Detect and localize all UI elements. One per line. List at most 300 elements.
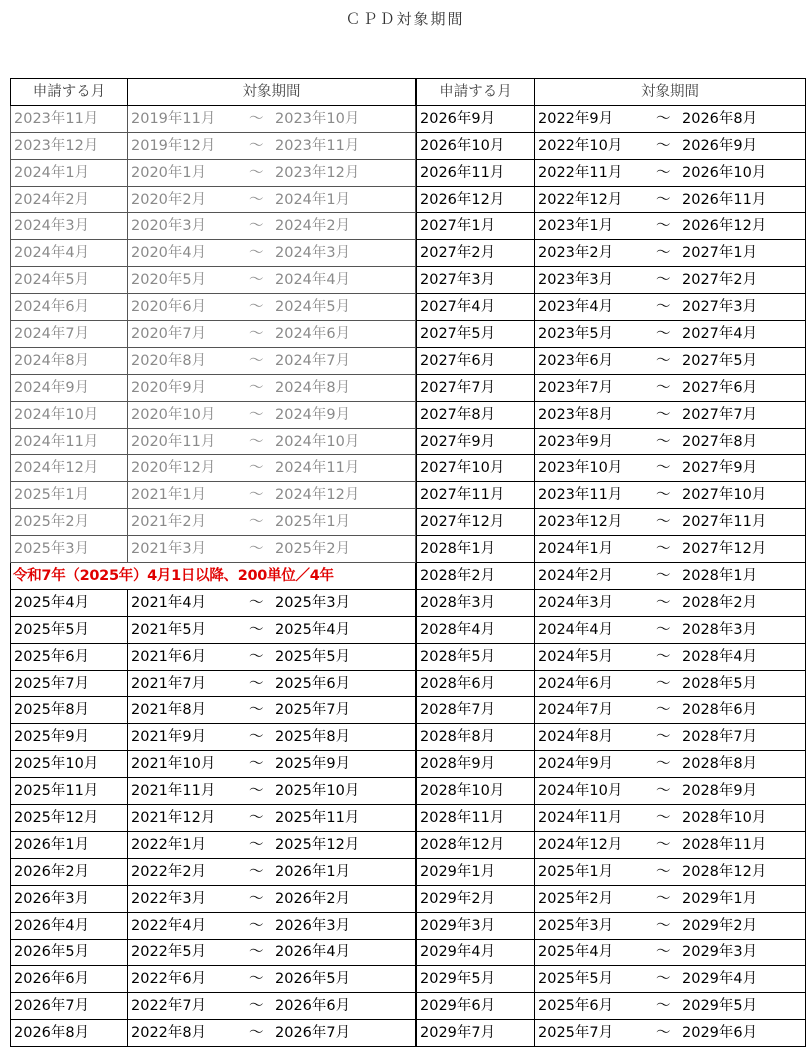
table-row [417,401,806,428]
table-row [11,1020,416,1047]
table-row [417,751,806,778]
target-period-cell [535,132,806,159]
table-row [417,912,806,939]
table-row [11,105,416,132]
apply-month-cell: 2025年4月 [11,589,128,616]
table-row [11,993,416,1020]
apply-month-cell: 2024年10月 [11,401,128,428]
target-period-cell [535,321,806,348]
target-period-cell [535,563,806,590]
target-period-cell [535,939,806,966]
period-from: 2021年3月 [131,541,207,558]
apply-month-cell: 2025年10月 [11,751,128,778]
apply-month-cell: 2029年5月 [417,966,535,993]
table-row [417,670,806,697]
period-tilde: ～ [249,890,264,907]
apply-month-cell: 2029年1月 [417,858,535,885]
period-from: 2022年2月 [131,863,207,880]
period-to: 2027年2月 [682,272,758,289]
period-to: 2025年9月 [275,756,351,773]
table-row [11,912,416,939]
period-tilde: ～ [656,944,671,961]
table-row [11,643,416,670]
period-tilde: ～ [656,783,671,800]
period-from: 2022年3月 [131,890,207,907]
table-row [11,858,416,885]
period-tilde: ～ [656,621,671,638]
target-period-cell [128,993,416,1020]
notice-text: 令和7年（2025年）4月1日以降、200単位／4年 [11,563,416,590]
target-period-cell [128,294,416,321]
period-to: 2024年10月 [275,433,360,450]
apply-month-cell: 2029年7月 [417,1020,535,1047]
period-to: 2026年6月 [275,998,351,1015]
apply-month-cell: 2024年12月 [11,455,128,482]
period-to: 2027年10月 [682,487,767,504]
period-to: 2027年9月 [682,460,758,477]
apply-month-cell: 2028年2月 [417,563,535,590]
period-from: 2022年7月 [131,998,207,1015]
table-row [417,294,806,321]
table-row [11,670,416,697]
period-to: 2029年1月 [682,890,758,907]
period-tilde: ～ [656,514,671,531]
target-period-cell [128,805,416,832]
table-row [11,939,416,966]
period-to: 2026年8月 [682,110,758,127]
period-tilde: ～ [656,890,671,907]
period-from: 2021年9月 [131,729,207,746]
period-to: 2024年7月 [275,352,351,369]
period-from: 2021年10月 [131,756,216,773]
period-tilde: ～ [656,164,671,181]
apply-month-cell: 2027年10月 [417,455,535,482]
period-from: 2024年5月 [538,648,614,665]
apply-month-cell: 2028年10月 [417,778,535,805]
period-tilde: ～ [249,379,264,396]
table-row [11,751,416,778]
table-row [417,616,806,643]
apply-month-cell: 2024年11月 [11,428,128,455]
period-from: 2021年5月 [131,621,207,638]
table-row [11,805,416,832]
target-period-cell [128,213,416,240]
period-to: 2025年11月 [275,809,360,826]
period-from: 2024年12月 [538,836,623,853]
period-tilde: ～ [249,245,264,262]
period-from: 2021年11月 [131,783,216,800]
apply-month-cell: 2028年7月 [417,697,535,724]
period-from: 2020年2月 [131,191,207,208]
period-to: 2027年8月 [682,433,758,450]
target-period-cell [535,885,806,912]
period-from: 2023年7月 [538,379,614,396]
table-row [417,939,806,966]
period-to: 2028年11月 [682,836,767,853]
period-from: 2023年12月 [538,514,623,531]
period-tilde: ～ [249,272,264,289]
table-row [417,643,806,670]
apply-month-cell: 2025年3月 [11,536,128,563]
target-period-cell [128,159,416,186]
period-from: 2020年9月 [131,379,207,396]
table-row [11,267,416,294]
period-tilde: ～ [656,272,671,289]
period-to: 2024年9月 [275,406,351,423]
period-from: 2020年5月 [131,272,207,289]
target-period-cell [535,294,806,321]
target-period-cell [128,831,416,858]
period-to: 2026年4月 [275,944,351,961]
period-tilde: ～ [249,164,264,181]
table-row [11,321,416,348]
target-period-cell [535,401,806,428]
period-tilde: ～ [656,1025,671,1042]
table-row [11,455,416,482]
period-to: 2028年12月 [682,863,767,880]
period-tilde: ～ [249,218,264,235]
apply-month-cell: 2024年2月 [11,186,128,213]
period-tilde: ～ [656,998,671,1015]
period-from: 2021年6月 [131,648,207,665]
target-period-cell [535,751,806,778]
table-row [417,213,806,240]
period-to: 2028年7月 [682,729,758,746]
period-to: 2025年8月 [275,729,351,746]
period-from: 2023年1月 [538,218,614,235]
cpd-table-left-body [11,79,416,1047]
target-period-cell [535,805,806,832]
target-period-cell [128,751,416,778]
apply-month-cell: 2027年9月 [417,428,535,455]
apply-month-cell: 2027年1月 [417,213,535,240]
period-from: 2025年7月 [538,1025,614,1042]
apply-month-cell: 2025年2月 [11,509,128,536]
period-from: 2020年8月 [131,352,207,369]
period-to: 2028年8月 [682,756,758,773]
period-from: 2024年4月 [538,621,614,638]
period-tilde: ～ [656,675,671,692]
period-tilde: ～ [249,971,264,988]
table-row [417,455,806,482]
period-from: 2024年10月 [538,783,623,800]
period-from: 2023年5月 [538,325,614,342]
table-row [11,374,416,401]
period-to: 2028年2月 [682,594,758,611]
period-from: 2024年2月 [538,567,614,584]
apply-month-cell: 2028年5月 [417,643,535,670]
apply-month-cell: 2029年6月 [417,993,535,1020]
period-to: 2027年7月 [682,406,758,423]
period-tilde: ～ [249,594,264,611]
apply-month-cell: 2024年5月 [11,267,128,294]
period-to: 2029年4月 [682,971,758,988]
apply-month-cell: 2024年7月 [11,321,128,348]
target-period-cell [535,347,806,374]
period-to: 2025年5月 [275,648,351,665]
table-row [417,966,806,993]
apply-month-cell: 2025年5月 [11,616,128,643]
period-from: 2020年3月 [131,218,207,235]
target-period-cell [128,939,416,966]
target-period-cell [128,186,416,213]
apply-month-cell: 2026年7月 [11,993,128,1020]
period-tilde: ～ [656,594,671,611]
table-row [417,321,806,348]
period-from: 2021年7月 [131,675,207,692]
period-to: 2026年2月 [275,890,351,907]
period-to: 2025年3月 [275,594,351,611]
period-tilde: ～ [656,218,671,235]
period-from: 2023年2月 [538,245,614,262]
period-from: 2020年10月 [131,406,216,423]
period-to: 2024年6月 [275,325,351,342]
period-tilde: ～ [249,433,264,450]
target-period-cell [535,858,806,885]
period-from: 2020年1月 [131,164,207,181]
period-tilde: ～ [249,352,264,369]
period-to: 2025年6月 [275,675,351,692]
table-row [11,294,416,321]
target-period-cell [128,724,416,751]
period-from: 2021年4月 [131,594,207,611]
target-period-cell [128,1020,416,1047]
apply-month-cell: 2027年11月 [417,482,535,509]
apply-month-cell: 2027年5月 [417,321,535,348]
apply-month-cell: 2025年6月 [11,643,128,670]
apply-month-cell: 2029年4月 [417,939,535,966]
period-to: 2028年10月 [682,809,767,826]
apply-month-cell: 2026年11月 [417,159,535,186]
target-period-cell [535,509,806,536]
table-row [417,993,806,1020]
apply-month-cell: 2028年12月 [417,831,535,858]
period-to: 2025年1月 [275,514,351,531]
header-period: 対象期間 [535,79,806,106]
target-period-cell [535,482,806,509]
apply-month-cell: 2024年6月 [11,294,128,321]
period-tilde: ～ [656,325,671,342]
period-from: 2024年9月 [538,756,614,773]
period-from: 2024年7月 [538,702,614,719]
period-to: 2028年5月 [682,675,758,692]
period-tilde: ～ [249,863,264,880]
target-period-cell [128,428,416,455]
period-to: 2024年3月 [275,245,351,262]
period-from: 2024年8月 [538,729,614,746]
target-period-cell [128,267,416,294]
target-period-cell [535,697,806,724]
table-row [417,186,806,213]
period-to: 2025年10月 [275,783,360,800]
period-from: 2023年4月 [538,299,614,316]
period-tilde: ～ [656,756,671,773]
apply-month-cell: 2025年11月 [11,778,128,805]
period-tilde: ～ [249,621,264,638]
period-tilde: ～ [656,460,671,477]
target-period-cell [128,885,416,912]
table-row [11,428,416,455]
period-tilde: ～ [656,191,671,208]
apply-month-cell: 2027年2月 [417,240,535,267]
period-tilde: ～ [249,675,264,692]
table-row [417,724,806,751]
target-period-cell [535,374,806,401]
period-to: 2027年5月 [682,352,758,369]
period-from: 2022年8月 [131,1025,207,1042]
period-from: 2021年8月 [131,702,207,719]
cpd-table-left [10,78,416,1047]
table-row [11,536,416,563]
period-from: 2019年12月 [131,137,216,154]
period-tilde: ～ [249,729,264,746]
period-tilde: ～ [656,352,671,369]
target-period-cell [128,858,416,885]
table-row [417,240,806,267]
apply-month-cell: 2025年1月 [11,482,128,509]
period-to: 2025年12月 [275,836,360,853]
period-tilde: ～ [656,379,671,396]
table-row [11,509,416,536]
period-to: 2028年1月 [682,567,758,584]
period-tilde: ～ [249,998,264,1015]
period-to: 2024年12月 [275,487,360,504]
period-tilde: ～ [249,917,264,934]
table-header-row [417,79,806,106]
table-row [417,805,806,832]
period-from: 2025年4月 [538,944,614,961]
period-tilde: ～ [656,110,671,127]
apply-month-cell: 2028年8月 [417,724,535,751]
table-row [11,347,416,374]
apply-month-cell: 2024年3月 [11,213,128,240]
table-row [11,401,416,428]
target-period-cell [535,966,806,993]
apply-month-cell: 2026年4月 [11,912,128,939]
period-to: 2029年2月 [682,917,758,934]
period-tilde: ～ [249,836,264,853]
period-from: 2020年7月 [131,325,207,342]
period-tilde: ～ [656,137,671,154]
period-to: 2027年12月 [682,541,767,558]
period-to: 2028年4月 [682,648,758,665]
period-from: 2023年10月 [538,460,623,477]
period-from: 2019年11月 [131,110,216,127]
period-tilde: ～ [656,406,671,423]
period-from: 2024年11月 [538,809,623,826]
table-row [11,240,416,267]
target-period-cell [535,428,806,455]
period-from: 2020年12月 [131,460,216,477]
apply-month-cell: 2026年3月 [11,885,128,912]
period-from: 2022年4月 [131,917,207,934]
period-to: 2023年10月 [275,110,360,127]
period-to: 2027年6月 [682,379,758,396]
period-from: 2020年11月 [131,433,216,450]
table-row [11,724,416,751]
period-to: 2024年4月 [275,272,351,289]
apply-month-cell: 2026年6月 [11,966,128,993]
period-from: 2024年1月 [538,541,614,558]
period-to: 2026年1月 [275,863,351,880]
table-row [417,697,806,724]
target-period-cell [128,401,416,428]
period-to: 2024年8月 [275,379,351,396]
period-tilde: ～ [656,299,671,316]
table-row [11,778,416,805]
header-month: 申請する月 [417,79,535,106]
table-row [417,482,806,509]
apply-month-cell: 2028年3月 [417,589,535,616]
period-from: 2021年12月 [131,809,216,826]
period-tilde: ～ [656,863,671,880]
table-row [417,536,806,563]
period-from: 2023年8月 [538,406,614,423]
period-from: 2025年6月 [538,998,614,1015]
period-from: 2020年4月 [131,245,207,262]
target-period-cell [535,186,806,213]
apply-month-cell: 2027年7月 [417,374,535,401]
apply-month-cell: 2026年5月 [11,939,128,966]
header-period: 対象期間 [128,79,416,106]
period-to: 2026年12月 [682,218,767,235]
target-period-cell [535,912,806,939]
period-tilde: ～ [656,809,671,826]
table-row [417,589,806,616]
period-tilde: ～ [249,809,264,826]
apply-month-cell: 2028年9月 [417,751,535,778]
period-from: 2021年2月 [131,514,207,531]
target-period-cell [535,643,806,670]
apply-month-cell: 2027年3月 [417,267,535,294]
apply-month-cell: 2023年11月 [11,105,128,132]
period-tilde: ～ [656,541,671,558]
apply-month-cell: 2027年8月 [417,401,535,428]
target-period-cell [128,616,416,643]
target-period-cell [128,643,416,670]
period-to: 2027年1月 [682,245,758,262]
target-period-cell [535,536,806,563]
target-period-cell [535,589,806,616]
apply-month-cell: 2027年4月 [417,294,535,321]
period-from: 2024年3月 [538,594,614,611]
target-period-cell [535,455,806,482]
table-row [417,885,806,912]
period-tilde: ～ [249,487,264,504]
period-tilde: ～ [249,460,264,477]
apply-month-cell: 2029年3月 [417,912,535,939]
period-to: 2026年9月 [682,137,758,154]
period-to: 2025年4月 [275,621,351,638]
table-row [11,885,416,912]
table-row [417,267,806,294]
apply-month-cell: 2028年4月 [417,616,535,643]
period-to: 2026年3月 [275,917,351,934]
period-to: 2024年11月 [275,460,360,477]
period-to: 2028年3月 [682,621,758,638]
table-row [11,159,416,186]
apply-month-cell: 2027年12月 [417,509,535,536]
apply-month-cell: 2025年7月 [11,670,128,697]
table-row [11,966,416,993]
period-tilde: ～ [656,836,671,853]
header-month: 申請する月 [11,79,128,106]
table-row [417,831,806,858]
period-tilde: ～ [656,729,671,746]
period-tilde: ～ [656,971,671,988]
table-row [417,105,806,132]
table-row [11,186,416,213]
